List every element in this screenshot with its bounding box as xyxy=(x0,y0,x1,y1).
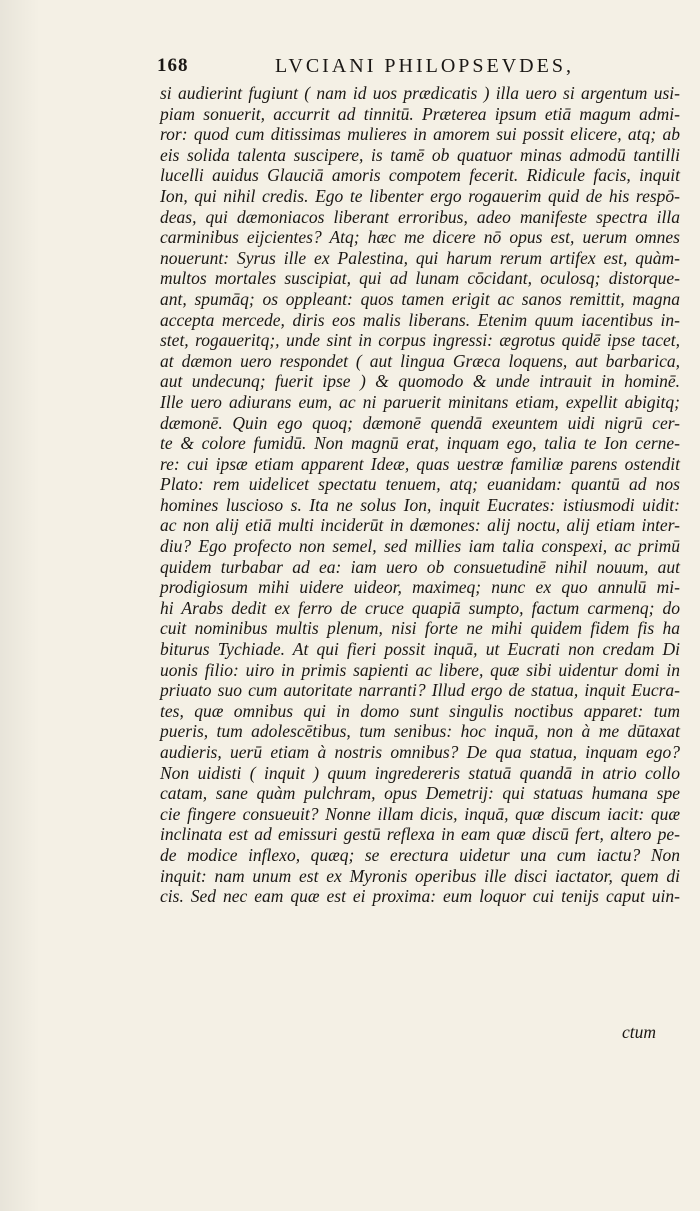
text-line: piam sonuerit, accurrit ad tinnitū. Præterea ipsum etiā magum admi- xyxy=(160,103,680,124)
text-line: inquit: nam unum est ex Myronis operibus ille disci iactator, quem di xyxy=(160,865,680,886)
body-text xyxy=(160,83,680,907)
text-line: de modice inflexo, quæq; se erectura uidetur una cum iactu? Non xyxy=(160,844,680,865)
text-line: stet, rogaueritq;, unde sint in corpus ingressi: ægrotus quidē ipse tacet, xyxy=(160,330,680,351)
text-line: tes, quæ omnibus qui in domo sunt singulis noctibus apparet: tum xyxy=(160,700,680,721)
text-line: cuit nominibus multis plenum, nisi forte ne mihi quidem fidem fis ha xyxy=(160,618,680,639)
text-line: Non uidisti ( inquit ) quum ingredereris statuā quandā in atrio collo xyxy=(160,762,680,783)
text-line: si audierint fugiunt ( nam id uos prædicatis ) illa uero si argentum usi- xyxy=(160,83,680,103)
text-line: deas, qui dæmoniacos liberant erroribus, adeo manifeste spectra illa xyxy=(160,206,680,227)
text-line: ac non alij etiā multi inciderūt in dæmones: alij noctu, alij etiam inter- xyxy=(160,515,680,536)
text-line: audieris, uerū etiam à nostris omnibus? De qua statua, inquam ego? xyxy=(160,742,680,762)
text-line: priuato suo cum autoritate narranti? Illud ergo de statua, inquit Eucra- xyxy=(160,680,680,701)
catchword: ctum xyxy=(622,1022,657,1042)
text-line: ror: quod cum ditissimas mulieres in amorem sui possit elicere, atq; ab xyxy=(160,124,680,145)
text-line: eis solida talenta suscipere, is tamē ob quatuor minas admodū tantilli xyxy=(160,144,680,165)
text-line: prodigiosum mihi uidere uideor, maximeq; nunc ex quo annulū mi- xyxy=(160,577,680,598)
text-line: dæmonē. Quin ego quoq; dæmonē quendā exeuntem uidi nigrū cer- xyxy=(160,412,680,433)
page-number: 168 xyxy=(157,55,189,76)
text-line: catam, sane quàm pulchram, opus Demetrij: qui statuas humana spe xyxy=(160,783,680,804)
text-line: cie fingere consueuit? Nonne illam dicis, inquā, quæ discum iacit: quæ xyxy=(160,803,680,824)
text-line: Ille uero adiurans eum, ac ni paruerit minitans etiam, expellit abigitq; xyxy=(160,391,680,412)
page-header xyxy=(157,55,685,85)
text-line: multos mortales suscipiat, qui ad lunam cōcidant, oculosq; distorque- xyxy=(160,268,680,289)
text-line: quidem turbabar ad ea: iam uero ob consuetudinē nihil nouum, aut xyxy=(160,556,680,577)
text-line: carminibus eijcientes? Atq; hæc me dicere nō opus est, uerum omnes xyxy=(160,227,680,248)
text-line: cis. Sed nec eam quæ est ei proxima: eum loquor cui tenijs caput uin- xyxy=(160,886,680,907)
text-line: diu? Ego profecto non semel, sed millies iam talia conspexi, ac primū xyxy=(160,536,680,557)
text-line: nouerunt: Syrus ille ex Palestina, qui harum rerum artifex est, quàm- xyxy=(160,247,680,268)
text-line: Plato: rem uidelicet spectatu tenuem, atq; euanidam: quantū ad nos xyxy=(160,474,680,495)
text-line: uonis filio: uiro in primis sapienti ac libere, quæ sibi uidentur domi in xyxy=(160,659,680,680)
text-line: pueris, tum adolescētibus, tum senibus: hoc inquā, non à me dūtaxat xyxy=(160,721,680,742)
text-line: lucelli auidus Glauciā amoris compotem fecerit. Ridicule facis, inquit xyxy=(160,165,680,186)
text-line: hi Arabs dedit ex ferro de cruce quapiā sumpto, factum carmenq; do xyxy=(160,597,680,618)
text-line: homines luscioso s. Ita ne solus Ion, inquit Eucrates: istiusmodi uidit: xyxy=(160,494,680,515)
gutter-shadow xyxy=(0,0,40,1211)
text-line: re: cui ipsæ etiam apparent Ideæ, quas uestræ familiæ parens ostendit xyxy=(160,453,680,474)
running-title: LVCIANI PHILOPSEVDES, xyxy=(275,55,574,77)
text-line: at dæmon uero respondet ( aut lingua Græca loquens, aut barbarica, xyxy=(160,350,680,371)
text-line: biturus Tychiade. At qui fieri possit inquā, ut Eucrati non credam Di xyxy=(160,639,680,660)
text-line: inclinata est ad emissuri gestū reflexa in eam quæ discū fert, altero pe- xyxy=(160,824,680,845)
text-line: ant, spumāq; os oppleant: quos tamen erigit ac sanos remittit, magna xyxy=(160,288,680,309)
text-line: accepta mercede, diris eos malis liberans. Etenim quum iacentibus in- xyxy=(160,309,680,330)
text-line: te & colore fumidū. Non magnū erat, inquam ego, talia te Ion cerne- xyxy=(160,433,680,454)
text-line: aut undecunq; fuerit ipse ) & quomodo & unde intrauit in hominē. xyxy=(160,371,680,392)
text-line: Ion, qui nihil credis. Ego te libenter ergo rogauerim quid de his respō- xyxy=(160,185,680,206)
